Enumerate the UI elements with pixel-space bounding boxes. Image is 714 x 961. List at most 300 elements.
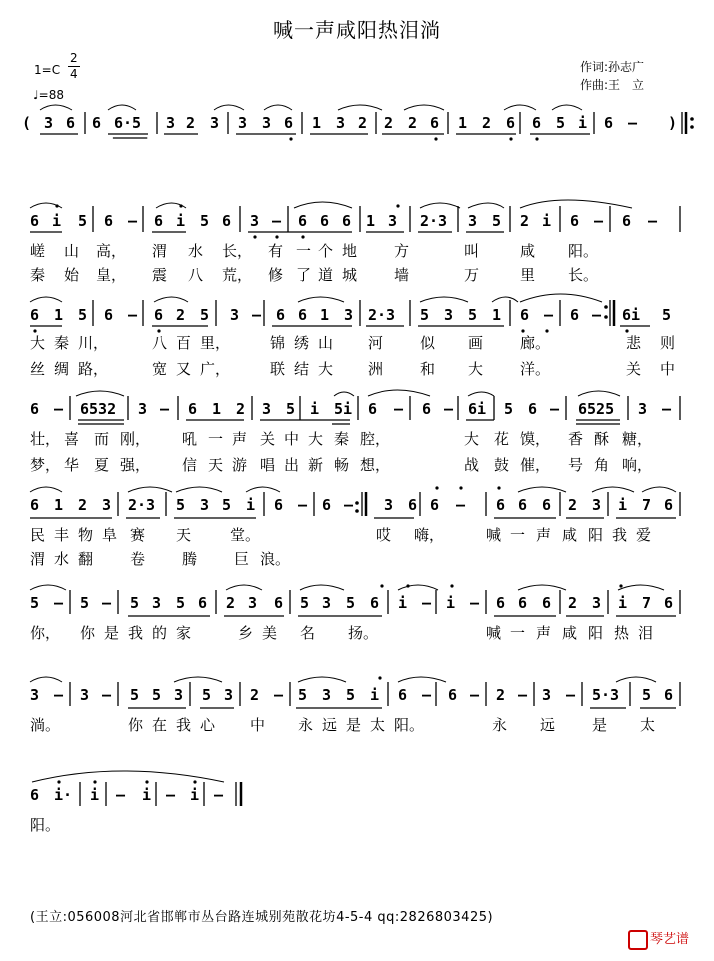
- note: 5: [176, 496, 186, 514]
- note: 5: [176, 594, 186, 612]
- note: 3: [638, 400, 648, 418]
- beam-underlines: [30, 134, 676, 708]
- note: 6: [520, 306, 530, 324]
- note: i: [90, 786, 100, 804]
- note: 6: [430, 496, 440, 514]
- note: 6: [570, 306, 580, 324]
- note: 3: [344, 306, 354, 324]
- note: 3: [80, 686, 90, 704]
- note: 3: [444, 306, 454, 324]
- note: 6: [298, 212, 308, 230]
- note: –: [128, 212, 138, 230]
- note: –: [566, 686, 576, 704]
- note: 6: [518, 594, 528, 612]
- lyric: 太: [370, 716, 386, 734]
- note: –: [518, 686, 528, 704]
- lyric: 洲: [368, 360, 384, 378]
- note: –: [470, 594, 480, 612]
- lyric: 心: [200, 716, 216, 734]
- note: 6: [154, 306, 164, 324]
- composer-credit: 作曲:王 立: [580, 78, 645, 92]
- note: 5: [200, 212, 210, 230]
- bar-lines: [70, 112, 686, 806]
- note: i: [446, 594, 456, 612]
- note: 5i: [334, 400, 353, 418]
- lyric: 城: [342, 266, 358, 284]
- note: 2: [236, 400, 246, 418]
- site-logo: [628, 928, 689, 950]
- lyric: 民: [30, 526, 46, 544]
- note: –: [592, 306, 602, 324]
- lyric: 新: [308, 456, 324, 474]
- lyric: 川，: [78, 334, 109, 352]
- note: –: [54, 686, 64, 704]
- lyric: 阜: [102, 526, 118, 544]
- lyric: 香: [568, 430, 584, 448]
- lyric: 是: [104, 624, 120, 642]
- logo-text: 琴艺谱: [650, 932, 690, 947]
- note: –: [594, 212, 604, 230]
- lyric: 想，: [360, 456, 391, 474]
- note: 3: [238, 114, 248, 132]
- note: 6i: [622, 306, 641, 324]
- lyric: 绣: [294, 334, 310, 352]
- lyric: 渭: [152, 242, 168, 260]
- lyric: 山: [64, 242, 80, 260]
- note: –: [272, 212, 282, 230]
- note: 5: [130, 686, 140, 704]
- lyric: 嵯: [30, 242, 46, 260]
- lyric: 巨: [234, 550, 250, 568]
- note: 3: [592, 594, 602, 612]
- contact-footer: (王立:056008河北省邯郸市丛台路连城别苑散花坊4-5-4 qq:2826803425): [30, 910, 494, 925]
- note: 6525: [578, 400, 615, 418]
- note: 6: [30, 212, 40, 230]
- note: 5: [346, 594, 356, 612]
- note: 6: [370, 594, 380, 612]
- lyric: 地: [342, 242, 358, 260]
- note: 5: [200, 306, 210, 324]
- note: –: [422, 686, 432, 704]
- lyric: 锦: [270, 334, 286, 352]
- lyric: 在: [152, 716, 168, 734]
- lyric: 悲: [626, 334, 642, 352]
- note: 2: [568, 594, 578, 612]
- note: i: [52, 212, 62, 230]
- lyric: 咸: [520, 242, 536, 260]
- note: –: [648, 212, 658, 230]
- note: 3: [210, 114, 220, 132]
- note: i: [176, 212, 186, 230]
- lyric: 咸: [562, 526, 578, 544]
- note: 3: [230, 306, 240, 324]
- lyric: 八: [188, 266, 204, 284]
- note: i: [542, 212, 552, 230]
- lyric: 泪: [638, 624, 654, 642]
- lyric: 名: [300, 624, 316, 642]
- lyric: 八: [152, 334, 168, 352]
- lyric: 喊: [486, 624, 502, 642]
- note: 3: [248, 594, 258, 612]
- note: 1: [366, 212, 376, 230]
- lyric: 糖，: [622, 430, 653, 448]
- lyric: 关: [626, 360, 642, 378]
- lyric: 里: [520, 266, 536, 284]
- note: –: [54, 400, 64, 418]
- tempo-marking: ♩=88: [33, 88, 64, 102]
- note: 5: [202, 686, 212, 704]
- lyric: 爱: [636, 526, 652, 544]
- lyric: 家: [176, 624, 192, 642]
- note: 2·3: [420, 212, 448, 230]
- note: –: [116, 786, 126, 804]
- lyric: 关: [260, 430, 276, 448]
- note: –: [394, 400, 404, 418]
- repeat-dots: [355, 117, 694, 513]
- note: 5: [492, 212, 502, 230]
- lyric: 大: [308, 430, 324, 448]
- note: 1: [312, 114, 322, 132]
- lyric: 热: [614, 624, 630, 642]
- note: 3: [592, 496, 602, 514]
- note: 5: [662, 306, 672, 324]
- note: 5: [420, 306, 430, 324]
- lyric: 刚，: [120, 430, 151, 448]
- note: 3: [224, 686, 234, 704]
- lyric: 腾: [182, 550, 198, 568]
- lyric: 大: [468, 360, 484, 378]
- note: 6: [430, 114, 440, 132]
- note: 3: [262, 114, 272, 132]
- note: 6: [322, 496, 332, 514]
- lyric: 广，: [200, 360, 231, 378]
- lyric: 宽: [152, 360, 168, 378]
- note: 5: [346, 686, 356, 704]
- lyric: 一: [510, 624, 526, 642]
- note: 5: [468, 306, 478, 324]
- lyric: 花: [494, 430, 510, 448]
- lyric: 永: [492, 716, 508, 734]
- note: 5: [556, 114, 566, 132]
- note: 5: [30, 594, 40, 612]
- note: 3: [388, 212, 398, 230]
- note: 2: [568, 496, 578, 514]
- note: 2: [520, 212, 530, 230]
- note: i: [618, 594, 628, 612]
- note: 3: [262, 400, 272, 418]
- lyric: 是: [592, 716, 608, 734]
- note: 3: [174, 686, 184, 704]
- lyric: 馍，: [520, 430, 551, 448]
- lyric: 画: [468, 334, 484, 352]
- lyric: 大: [464, 430, 480, 448]
- lyric: 声: [536, 624, 552, 642]
- note: 6: [298, 306, 308, 324]
- note: 3: [44, 114, 54, 132]
- lyric: 赛: [130, 526, 146, 544]
- note: 1: [54, 496, 64, 514]
- key-signature: 1=C: [34, 63, 61, 77]
- note: –: [102, 686, 112, 704]
- lyric: 秦: [30, 266, 46, 284]
- note: 6: [30, 400, 40, 418]
- lyric: 万: [464, 266, 480, 284]
- lyric: 梦，: [30, 456, 61, 474]
- note: 5: [130, 594, 140, 612]
- lyric: 一: [510, 526, 526, 544]
- note: 6: [274, 594, 284, 612]
- note: 3: [200, 496, 210, 514]
- note: 6: [30, 786, 40, 804]
- note: 6: [664, 686, 674, 704]
- note: 6: [30, 496, 40, 514]
- note: i: [398, 594, 408, 612]
- lyric: 方: [394, 242, 410, 260]
- note: 2: [226, 594, 236, 612]
- lyric: 夏: [94, 456, 110, 474]
- lyric: 天: [176, 526, 192, 544]
- lyric: 喜: [64, 430, 80, 448]
- note: 6: [518, 496, 528, 514]
- note: 5·3: [592, 686, 620, 704]
- note: i: [578, 114, 588, 132]
- lyric: 强，: [120, 456, 151, 474]
- note: i·: [54, 786, 73, 804]
- note: 6: [368, 400, 378, 418]
- lyric: 你，: [30, 624, 61, 642]
- note: 6: [30, 306, 40, 324]
- note: –: [550, 400, 560, 418]
- lyric: 则: [660, 334, 676, 352]
- note: –: [456, 496, 466, 514]
- note: 3: [166, 114, 176, 132]
- lyric: 你: [80, 624, 96, 642]
- note: 6: [506, 114, 516, 132]
- lyric: 物: [78, 526, 94, 544]
- note: –: [662, 400, 672, 418]
- lyricist-credit: 作词:孙志广: [580, 60, 645, 74]
- lyric: 阳。: [394, 716, 425, 734]
- lyric: 天: [208, 456, 224, 474]
- note: (: [22, 114, 32, 132]
- note: –: [214, 786, 224, 804]
- note: –: [470, 686, 480, 704]
- lyric: 丰: [54, 526, 70, 544]
- note: i: [370, 686, 380, 704]
- time-signature-bottom: 4: [70, 67, 78, 81]
- note: 6: [154, 212, 164, 230]
- lyric: 一: [208, 430, 224, 448]
- lyric: 阳: [588, 624, 604, 642]
- lyric: 阳。: [30, 816, 61, 834]
- lyric: 信: [182, 456, 198, 474]
- note: 6: [570, 212, 580, 230]
- lyric: 修: [268, 266, 284, 284]
- lyric: 远: [322, 716, 338, 734]
- note: 1: [458, 114, 468, 132]
- lyric: 水: [188, 242, 204, 260]
- lyric: 皇，: [96, 266, 127, 284]
- lyric: 联: [270, 360, 286, 378]
- note: 3: [322, 686, 332, 704]
- lyric: 里，: [200, 334, 231, 352]
- lyric: 的: [152, 624, 168, 642]
- note: 3: [468, 212, 478, 230]
- lyric: 酥: [594, 430, 610, 448]
- note: 3: [322, 594, 332, 612]
- note: 6: [604, 114, 614, 132]
- octave-dots: [33, 137, 628, 783]
- lyric: 你: [128, 716, 144, 734]
- note: 5: [298, 686, 308, 704]
- note: 6: [320, 212, 330, 230]
- note: 2: [496, 686, 506, 704]
- lyric: 河: [368, 334, 384, 352]
- note: 3: [542, 686, 552, 704]
- note: 5: [78, 212, 88, 230]
- note: 2: [482, 114, 492, 132]
- lyric: 高，: [96, 242, 127, 260]
- note: –: [298, 496, 308, 514]
- note: 6: [532, 114, 542, 132]
- lyric: 我: [128, 624, 144, 642]
- lyric: 秦: [54, 334, 70, 352]
- lyric: 中: [250, 716, 266, 734]
- lyric: 而: [94, 430, 110, 448]
- note: 6: [422, 400, 432, 418]
- note: 7: [642, 594, 652, 612]
- note: –: [344, 496, 354, 514]
- lyric: 喊: [486, 526, 502, 544]
- lyric: 咸: [562, 624, 578, 642]
- lyric: 声: [536, 526, 552, 544]
- note: 6·5: [114, 114, 142, 132]
- lyric: 我: [176, 716, 192, 734]
- lyric: 了: [296, 266, 312, 284]
- note: 2: [176, 306, 186, 324]
- lyric: 鼓: [494, 456, 510, 474]
- lyric: 阳: [588, 526, 604, 544]
- lyric: 个: [318, 242, 334, 260]
- note: 3: [384, 496, 394, 514]
- note: 1: [320, 306, 330, 324]
- note: 5: [80, 594, 90, 612]
- lyric: 始: [64, 266, 80, 284]
- note: 3: [250, 212, 260, 230]
- lyric: 是: [346, 716, 362, 734]
- note: 1: [54, 306, 64, 324]
- note: 6: [664, 594, 674, 612]
- lyric: 又: [176, 360, 192, 378]
- lyric: 阳。: [568, 242, 599, 260]
- note: 6: [104, 306, 114, 324]
- note: –: [54, 594, 64, 612]
- note: 6: [496, 594, 506, 612]
- note: 3: [138, 400, 148, 418]
- lyric: 响，: [622, 456, 653, 474]
- lyric: 堂。: [230, 526, 261, 544]
- note: –: [252, 306, 262, 324]
- note: 5: [642, 686, 652, 704]
- note: 7: [642, 496, 652, 514]
- lyric: 水: [54, 550, 70, 568]
- lyric: 路，: [78, 360, 109, 378]
- note: –: [102, 594, 112, 612]
- note: 3: [102, 496, 112, 514]
- lyric: 腔，: [360, 430, 391, 448]
- lyric: 嗨，: [414, 526, 445, 544]
- lyric: 百: [176, 334, 192, 352]
- note: i: [142, 786, 152, 804]
- note: 5: [300, 594, 310, 612]
- note: 1: [212, 400, 222, 418]
- lyric: 太: [640, 716, 656, 734]
- note: 6: [342, 212, 352, 230]
- note: 6: [664, 496, 674, 514]
- note: 5: [504, 400, 514, 418]
- lyric: 浪。: [260, 550, 291, 568]
- lyric: 战: [464, 456, 480, 474]
- note: 6: [528, 400, 538, 418]
- note: i: [618, 496, 628, 514]
- note: 6: [188, 400, 198, 418]
- lyric: 乡: [238, 624, 254, 642]
- lyric: 哎: [376, 526, 392, 544]
- note: 5: [286, 400, 296, 418]
- lyric: 一: [296, 242, 312, 260]
- lyric: 卷: [130, 550, 146, 568]
- logo-icon: [628, 930, 648, 950]
- lyric: 山: [318, 334, 334, 352]
- note: 3: [336, 114, 346, 132]
- note: 2: [78, 496, 88, 514]
- note: 6: [92, 114, 102, 132]
- lyric: 美: [262, 624, 278, 642]
- lyric: 扬。: [348, 624, 379, 642]
- note: 6: [496, 496, 506, 514]
- lyric: 道: [318, 266, 334, 284]
- lyric: 远: [540, 716, 556, 734]
- lyric: 华: [64, 456, 80, 474]
- lyric: 洋。: [520, 360, 551, 378]
- note: –: [274, 686, 284, 704]
- note: –: [444, 400, 454, 418]
- lyric: 声: [232, 430, 248, 448]
- slurs: [30, 105, 676, 782]
- lyric: 廊。: [520, 334, 551, 352]
- lyric: 唱: [260, 456, 276, 474]
- lyric: 畅: [334, 456, 350, 474]
- lyric: 催，: [520, 456, 551, 474]
- lyric: 翻: [78, 550, 94, 568]
- lyric: 出: [284, 456, 300, 474]
- note: 6: [276, 306, 286, 324]
- note: 2: [408, 114, 418, 132]
- lyric: 有: [268, 242, 284, 260]
- note: ): [668, 114, 678, 132]
- note: –: [160, 400, 170, 418]
- note: 6: [622, 212, 632, 230]
- lyric: 壮，: [30, 430, 61, 448]
- note: 6: [198, 594, 208, 612]
- note: 6: [398, 686, 408, 704]
- lyric: 叫: [464, 242, 480, 260]
- note: 2: [384, 114, 394, 132]
- lyric: 角: [594, 456, 610, 474]
- lyric: 号: [568, 456, 584, 474]
- note: 3: [30, 686, 40, 704]
- note: 5: [222, 496, 232, 514]
